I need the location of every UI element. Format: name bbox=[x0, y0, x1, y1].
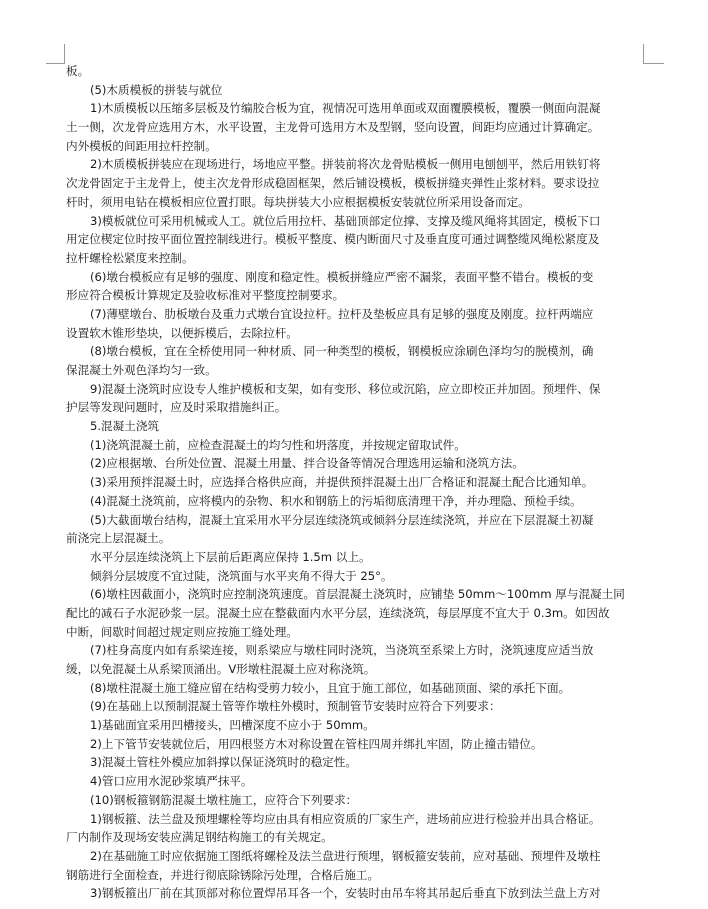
text-line: 钢筋进行全面检查，并进行彻底除锈除污处理，合格后施工。 bbox=[66, 867, 380, 882]
text-line: 缓，以免混凝土从系梁顶涌出。V形墩柱混凝土应对称浇筑。 bbox=[66, 662, 376, 676]
text-line: 3)模板就位可采用机械或人工。就位后用拉杆、基础顶部定位撑、支撑及缆风绳将其固定，模板下口 bbox=[90, 213, 601, 228]
text-line: 配比的减石子水泥砂浆一层。混凝土应在整截面内水平分层，连续浇筑，每层厚度不宜大于 0.3m。如因故 bbox=[66, 605, 610, 620]
text-line: (8)墩柱混凝土施工缝应留在结构受剪力较小，且宜于施工部位，如基础顶面、梁的承托下面。 bbox=[90, 680, 571, 695]
text-line: 3)混凝土管柱外模应加斜撑以保证浇筑时的稳定性。 bbox=[90, 755, 357, 770]
text-line: 板。 bbox=[66, 64, 90, 78]
text-line: (3)采用预拌混凝土时，应选择合格供应商，并提供预拌混凝土出厂合格证和混凝土配合比通知单。 bbox=[90, 475, 594, 490]
text-line: 9)混凝土浇筑时应设专人维护模板和支架，如有变形、移位或沉陷，应立即校正并加固。预埋件、保 bbox=[90, 381, 601, 396]
text-line: 杆时，须用电钻在模板相应位置打眼。每块拼装大小应根据模板安装就位所采用设备而定。 bbox=[66, 194, 530, 209]
text-line: (6)墩柱因截面小，浇筑时应控制浇筑速度。首层混凝土浇筑时，应铺垫 50mm～100mm 厚与混凝土同 bbox=[90, 587, 625, 602]
text-line: 3)钢板箍出厂前在其顶部对称位置焊吊耳各一个，安装时由吊车将其吊起后垂直下放到法兰盘上方对 bbox=[90, 886, 601, 901]
crop-mark-top-right bbox=[643, 44, 644, 64]
text-line: (6)墩台模板应有足够的强度、刚度和稳定性。模板拼缝应严密不漏浆，表面平整不错台。模板的变 bbox=[90, 269, 594, 284]
text-line: 1)基础面宜采用凹槽接头，凹槽深度不应小于 50mm。 bbox=[90, 718, 375, 733]
text-line: 倾斜分层坡度不宜过陡，浇筑面与水平夹角不得大于 25°。 bbox=[90, 568, 393, 583]
text-line: 水平分层连续浇筑上下层前后距离应保持 1.5m 以上。 bbox=[90, 549, 371, 564]
document-body bbox=[66, 62, 644, 903]
text-line: (5)木质模板的拼装与就位 bbox=[90, 82, 223, 97]
crop-mark-top-left bbox=[64, 44, 65, 64]
text-line: 1)木质模板以压缩多层板及竹编胶合板为宜，视情况可选用单面或双面覆膜模板，覆膜一侧面向混凝 bbox=[90, 101, 601, 116]
text-line: 护层等发现问题时，应及时采取措施纠正。 bbox=[66, 400, 287, 415]
text-line: 设置软木锥形垫块，以便拆模后，去除拉杆。 bbox=[66, 325, 298, 340]
text-line: (5)大截面墩台结构，混凝土宜采用水平分层连续浇筑或倾斜分层连续浇筑，并应在下层混凝土初凝 bbox=[90, 512, 594, 527]
text-line: 4)管口应用水泥砂浆填严抹平。 bbox=[90, 774, 253, 789]
text-line: (10)钢板箍钢筋混凝土墩柱施工，应符合下列要求： bbox=[90, 792, 358, 807]
text-line: 拉杆螺栓松紧度来控制。 bbox=[66, 250, 194, 265]
text-line: 内外模板的间距用拉杆控制。 bbox=[66, 138, 217, 153]
text-line: 形应符合模板计算规定及验收标准对平整度控制要求。 bbox=[66, 288, 345, 303]
text-line: 2)在基础施工时应依据施工图纸将螺栓及法兰盘进行预埋，钢板箍安装前，应对基础、预埋件及墩柱 bbox=[90, 848, 601, 863]
text-line: 1)钢板箍、法兰盘及预埋螺栓等均应由具有相应资质的厂家生产，进场前应进行检验并出具合格证。 bbox=[90, 811, 601, 826]
text-line: 次龙骨固定于主龙骨上，使主次龙骨形成稳固框架，然后铺设模板，模板拼缝夹弹性止浆材料。要求设拉 bbox=[66, 176, 600, 191]
text-line: 2)上下管节安装就位后，用四根竖方木对称设置在管柱四周并绑扎牢固，防止撞击错位。 bbox=[90, 736, 543, 751]
text-line: (4)混凝土浇筑前，应将模内的杂物、积水和钢筋上的污垢彻底清理干净，并办理隐、预检手续。 bbox=[90, 493, 582, 508]
text-line: 厂内制作及现场安装应满足钢结构施工的有关规定。 bbox=[66, 830, 333, 845]
crop-mark-top-left bbox=[46, 63, 65, 64]
text-line: 5.混凝土浇筑 bbox=[90, 419, 160, 434]
text-line: 用定位楔定位时按平面位置控制线进行。模板平整度、模内断面尺寸及垂直度可通过调整缆风绳松紧度及 bbox=[66, 232, 600, 247]
text-line: (2)应根据墩、台所处位置、混凝土用量、拌合设备等情况合理选用运输和浇筑方法。 bbox=[90, 456, 524, 471]
text-line: 2)木质模板拼装应在现场进行，场地应平整。拼装前将次龙骨贴模板一侧用电刨刨平，然后用铁钉将 bbox=[90, 157, 601, 172]
text-line: 保混凝土外观色泽均匀一致。 bbox=[66, 363, 217, 377]
crop-mark-top-right bbox=[643, 63, 664, 64]
text-line: 中断，间歇时间超过规定则应按施工缝处理。 bbox=[66, 624, 298, 639]
text-line: (7)薄壁墩台、肋板墩台及重力式墩台宜设拉杆。拉杆及垫板应具有足够的强度及刚度。拉杆两端应 bbox=[90, 306, 594, 321]
text-line: (1)浇筑混凝土前，应检查混凝土的均匀性和坍落度，并按规定留取试件。 bbox=[90, 437, 466, 452]
text-line: (7)柱身高度内如有系梁连接，则系梁应与墩柱同时浇筑，当浇筑至系梁上方时，浇筑速度应适当放 bbox=[90, 643, 594, 658]
text-line: (9)在基础上以预制混凝土管等作墩柱外模时，预制管节安装时应符合下列要求： bbox=[90, 699, 501, 714]
text-line: 土一侧，次龙骨应选用方木，水平设置，主龙骨可选用方木及型钢，竖向设置，间距均应通过计算确定。 bbox=[66, 120, 600, 135]
text-line: 前浇完上层混凝土。 bbox=[66, 531, 171, 546]
text-line: (8)墩台模板，宜在全桥使用同一种材质、同一种类型的模板，钢模板应涂刷色泽均匀的脱模剂，确 bbox=[90, 344, 594, 359]
